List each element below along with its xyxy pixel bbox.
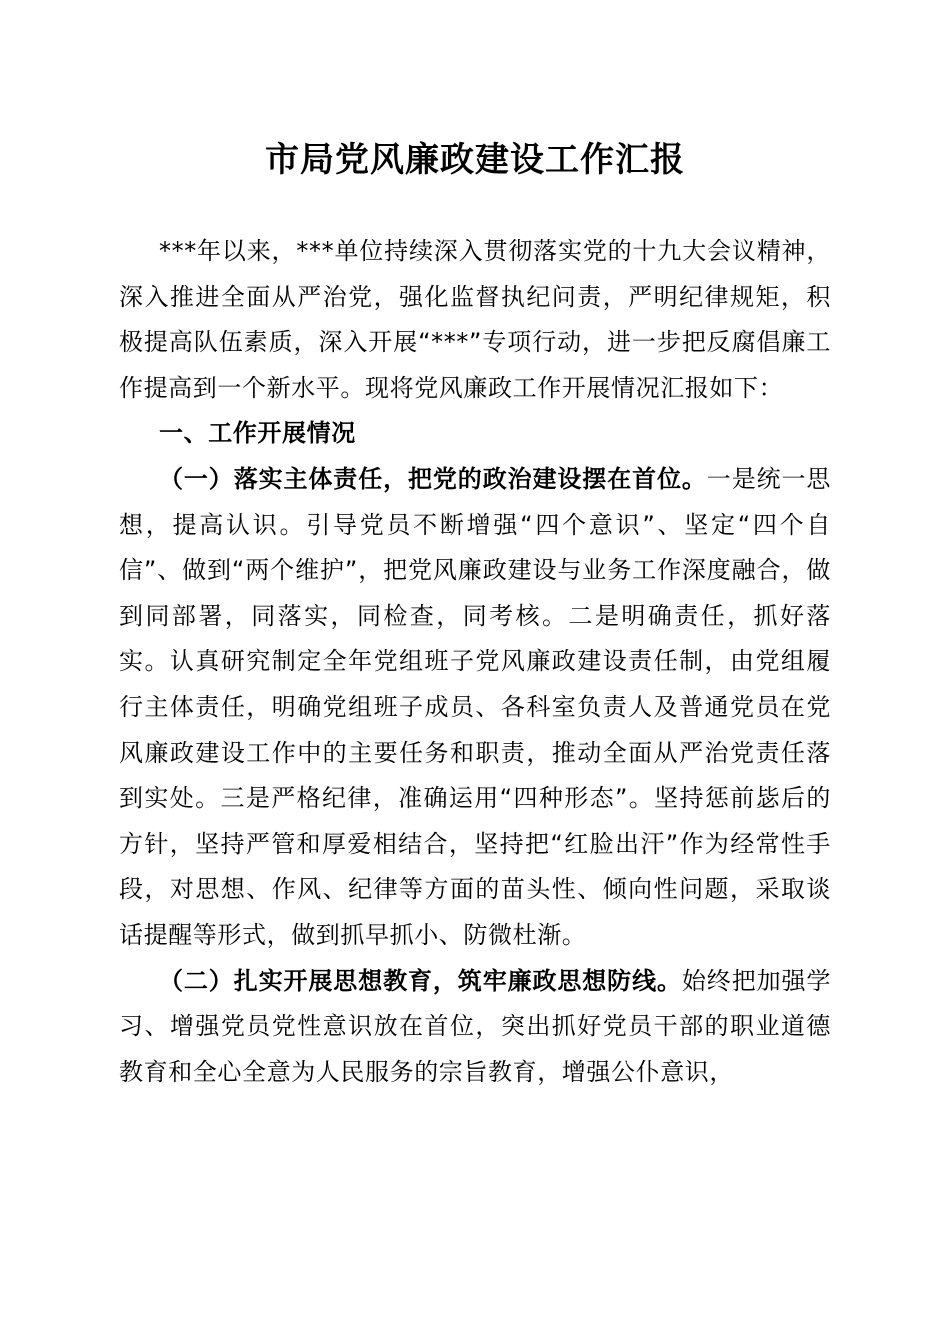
document-body <box>119 229 831 1095</box>
subsection-1-paragraph <box>119 457 831 959</box>
subsection-1-body: 一是统一思想，提高认识。引导党员不断增强“四个意识”、坚定“四个自信”、做到“两个维护”，把党风廉政建设与业务工作深度融合，做到同部署，同落实，同检查，同考核。二是明确责任，抓好落实。认真研究制定全年党组班子党风廉政建设责任制，由党组履行主体责任，明确党组班子成员、各科室负责人及普通党员在党风廉政建设工作中的主要任务和职责，推动全面从严治党责任落到实处。三是严格纪律，准确运用“四种形态”。坚持惩前毖后的方针，坚持严管和厚爱相结合，坚持把“红脸出汗”作为经常性手段，对思想、作风、纪律等方面的苗头性、倾向性问题，采取谈话提醒等形式，做到抓早抓小、防微杜渐。 <box>119 464 831 949</box>
subsection-2-paragraph <box>119 959 831 1096</box>
section-heading: 一、工作开展情况 <box>159 419 356 448</box>
document-title: 市局党风廉政建设工作汇报 <box>265 140 685 180</box>
subsection-2-body: 始终把加强学习、增强党员党性意识放在首位，突出抓好党员干部的职业道德教育和全心全意为人民服务的宗旨教育，增强公仆意识， <box>119 966 831 1086</box>
subsection-1-lead: （一）落实主体责任，把党的政治建设摆在首位。 <box>159 464 707 493</box>
intro-paragraph: ***年以来，***单位持续深入贯彻落实党的十九大会议精神，深入推进全面从严治党，强化监督执纪问责，严明纪律规矩，积极提高队伍素质，深入开展“***”专项行动，进一步把反腐倡廉工作提高到一个新水平。现将党风廉政工作开展情况汇报如下： <box>119 237 831 402</box>
subsection-2-lead: （二）扎实开展思想教育，筑牢廉政思想防线。 <box>159 966 682 995</box>
